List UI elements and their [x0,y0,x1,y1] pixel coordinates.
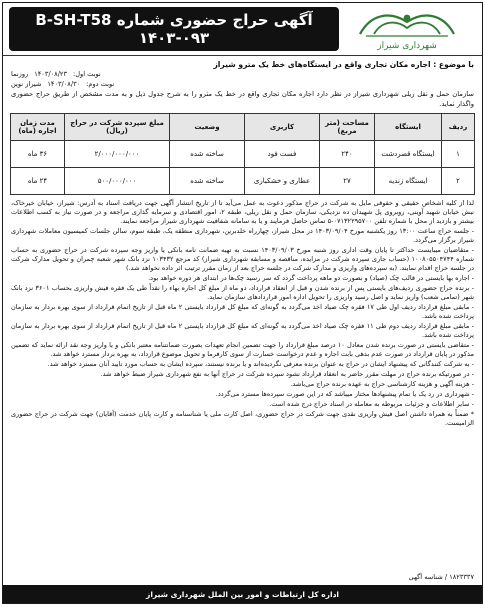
title-box [9,7,339,51]
terms-body [3,199,482,428]
col-header: کاربری [245,114,320,141]
table-header-row [11,114,475,141]
terms-paragraph: - به شرکت کنندگانی که پیشنهاد ایشان در حراج به عنوان برنده معرفی نگردیده‌اند و یا برنده نیستند، سپرده ایشان به حساب مورد تایید آنان مسترد خواهد شد. [47,360,474,368]
terms-paragraph: - مابقی مبلغ قرارداد ردیف اول طی ۱۷ فقره چک صیاد اخذ می‌گردد به گونه‌ای که مبلغ کل قرارداد بایستی ۲ ماه قبل از تاریخ اتمام قرارداد از سوی بهره بردار به سازمان پرداخت شده باشد. [11,303,474,320]
terms-paragraph: لذا از کلیه اشخاص حقیقی و حقوقی مایل به شرکت در حراج مذکور دعوت به عمل می‌آید تا از تاریخ انتشار آگهی جهت دریافت اسناد به آدرس: شیراز، خیابان خیرخاک، نبش خیابان شهید آوینی، روبروی پل شهیدان ده نزدیکی، سازمان حمل و نقل ریلی، طبقه ۲، امور اقتصادی و سرمایه گذاری مراجعه و در صورت نیاز به کسب اطلاعات بیشتر و بازدید از محل با شماره تلفن ۰۷۱۳۲۲۹۵۷۰۰-۵ تماس حاصل فرمایند و یا به سامانه شفافیت شهرداری شیراز مراجعه نمایند. [11,199,474,225]
terms-paragraph: - متقاضی بایستی در صورت برنده شدن معادل ۱۰ درصد مبلغ قرارداد را جهت تضمین انجام تعهدات بصورت ضمانتنامه معتبر بانکی و یا واریز وجه نقد ارائه نماید که تضمین مذکور در پایان قرارداد در صورت عدم بدهی بابت اجاره و عدم درخواست خسارت از سوی کارفرما و تحویل موضوع قرارداد، به بهره بردار مسترد خواهد شد. [11,341,474,358]
table-cell: ساخته شده [170,168,245,195]
publish-first-label: نوبت اول: [73,70,101,78]
publish-second-label: نوبت دوم: [86,79,115,88]
table-cell: ایستگاه قصردشت [375,141,442,168]
table-cell: عطاری و خشکباری [245,168,320,195]
publish-first-date: ۱۴۰۳/۰۸/۲۳ [34,70,67,78]
publish-dates [3,70,482,89]
col-header: ایستگاه [375,114,442,141]
col-header: مساحت (متر مربع) [320,114,375,141]
table-cell: ۲/۰۰۰/۰۰۰/۰۰۰ [65,141,170,168]
publish-first-paper: روزنما [11,70,29,78]
table-cell: ایستگاه زندیه [375,168,442,195]
col-header: ردیف [442,114,475,141]
col-header: وضعیت [170,114,245,141]
logo [338,6,476,52]
intro-paragraph: سازمان حمل و نقل ریلی شهرداری شیراز در نظر دارد اجاره مکان تجاری واقع در خط یک مترو را به شرح جدول ذیل و به مدت مشخص از طریق حراج حضوری واگذار نماید. [11,90,474,108]
table-cell: ۳۶ ماه [11,141,65,168]
terms-paragraph: - هزینه آگهی و هزینه کارشناسی حراج به عهده برنده حراج می‌باشد. [290,380,474,388]
offer-table [10,113,475,195]
footer-row [11,573,474,581]
publish-second-paper: شیراز نوین [11,79,42,88]
shiraz-municipality-logo-icon [352,8,462,40]
table-cell: ساخته شده [170,141,245,168]
publish-second [11,80,474,90]
header [3,3,482,56]
table-row [11,141,475,168]
title-line1: آگهی حراج حضوری شماره B-SH-T58 [35,11,313,29]
col-header: مبلغ سپرده شرکت در حراج (ریال) [65,114,170,141]
table-cell: ۲۷ [320,168,375,195]
terms-paragraph: - در صورتیکه برنده حراج در مهلت مقرر حاضر به انعقاد قرارداد نشود سپرده شرکت در حراج آنها به نفع شهرداری شیراز ضبط خواهد شد. [100,370,474,378]
terms-paragraph: - متقاضیان میبایست حداکثر تا پایان وقت اداری روز شنبه مورخ ۱۴۰۳/۰۹/۰۳ نسبت به تهیه ضمانت نامه بانکی یا واریز وجه سپرده شرکت در حراج حضوری به حساب شماره ۱۰۰۸۰۵۵۰۴۷۴۴ (حساب جاری سپرده شرکت در مزایده، مناقصه و مسابقه شهرداری شیراز) کد مرجع ۱۰۳۴۳۲ نزد بانک شهر شعبه چمران و تحویل مدارک شرکت در جلسه حراج اقدام نمایند. (به سپرده‌های واریزی و مدارک شرکت در جلسه حراج بعد از زمان مقرر ترتیب اثر داده نخواهد شد.) [11,246,474,272]
logo-text: شهرداری شیراز [377,40,437,51]
publish-first [11,70,474,80]
title-line2: ۱۴۰۳-۰۹۳ [138,29,210,47]
footer-bar: اداره کل ارتباطات و امور بین الملل شهرداری شیراز [3,585,482,603]
table-cell: ۵۰۰/۰۰۰/۰۰۰ [65,168,170,195]
terms-paragraph: - برنده حراج حضوری ردیف‌های بایستی پس از برنده شدن و قبل از انعقاد قرارداد، دو ماه از مبلغ کل اجاره بهاء را نقداً طی یک فقره فیش واریزی بحساب ۳۶۰۱ نزد بانک شهر (تمامی شعب) واریز نماید و اصل رسید واریزی را تحویل اداره امور قراردادهای سازمان نماید. [11,284,474,301]
terms-paragraph: - جلسه حراج ساعت ۱۳:۰۰ روز یکشنبه مورخ ۱۴۰۳/۰۹/۰۴ در محل شیراز، چهارراه خلدبرین، شهرداری منطقه یک، طبقه سوم، سالن جلسات کمیسیون معاملات شهرداری شیراز برگزار می‌گردد. [11,227,474,244]
table-cell: ۲۴۰ [320,141,375,168]
terms-paragraph: - سایر اطلاعات و جزئیات مربوطه به معامله در اسناد حراج درج شده است. [269,400,474,408]
terms-paragraph: * ضمناً به همراه داشتن اصل فیش واریزی نقدی جهت شرکت در حراج حضوری، اصل کارت ملی یا شناسنامه و کارت پایان خدمت (آقایان) جهت شرکت در حراج حضوری الزامیست. [11,410,474,427]
advertisement-page [2,2,483,604]
subject: با موضوع : اجاره مکان تجاری واقع در ایستگاه‌های خط یک مترو شیراز [213,60,474,69]
table-cell: ۲۴ ماه [11,168,65,195]
ad-code: ۱۸۲۳۳۳۷ / شناسه آگهی [408,573,474,581]
publish-second-date: ۱۴۰۳/۰۸/۳۰ [47,79,81,88]
table-cell: ۲ [442,168,475,195]
table-cell: فست فود [245,141,320,168]
table-cell: ۱ [442,141,475,168]
terms-paragraph: - اجاره بها بایستی در قالب چک (صیاد) و بصورت دو ماهه پرداخت گردد که سر رسید چک‌ها در ابتدای هر دوره خواهد بود. [148,274,474,282]
terms-paragraph: - مابقی مبلغ قرارداد ردیف دوم طی ۱۱ فقره چک صیاد اخذ می‌گردد به گونه‌ای که مبلغ کل قرارداد بایستی ۲ ماه قبل از تاریخ اتمام قرارداد از سوی بهره بردار به سازمان پرداخت شده باشد. [11,322,474,339]
col-header: مدت زمان اجاره (ماه) [11,114,65,141]
terms-paragraph: - شهرداری در رد یک یا تمام پیشنهادها مختار میباشد که در این صورت سپرده‌ها مسترد می‌گردد. [215,390,474,398]
table-row [11,168,475,195]
